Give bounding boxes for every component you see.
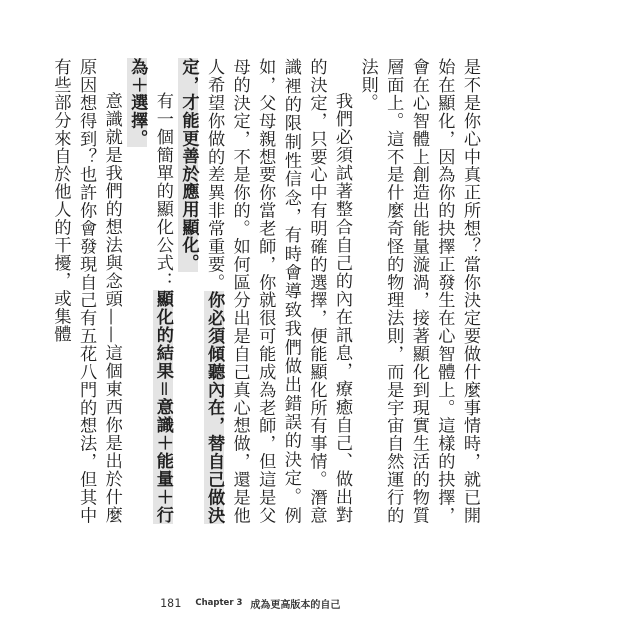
paragraph-2-emphasis: 你必須傾聽內在，替自己做決定，才能更善於應用顯化。: [178, 58, 225, 524]
manifestation-formula: 顯化的結果＝意識＋能量＋行為＋選擇。: [127, 58, 173, 524]
page-number: 181: [160, 596, 182, 610]
paragraph-1: [354, 58, 482, 524]
paragraph-4: [47, 58, 124, 524]
chapter-title: 成為更高版本的自己: [250, 599, 341, 611]
paragraph-1-text: 是不是你心中真正所想？當你決定要做什麼事情時，就已開始在顯化，因為你的抉擇正發生在心智體上。這樣的抉擇，會在心智體上創造出能量漩渦，接著顯化到現實生活的物質層面上。這不是什麼奇怪的物理法則，而是宇宙自然運行的法則。: [357, 58, 480, 524]
page-footer: [160, 592, 340, 614]
paragraph-4-text: 意識就是我們的想法與念頭——這個東西你是出於什麼原因想得到？也許你會發現自己有五花八門的想法，但其中有些部分來自於他人的干擾，或集體: [50, 58, 122, 524]
chapter-label: Chapter 3: [195, 598, 243, 608]
paragraph-3: [124, 58, 175, 524]
paragraph-2-text: 我們必須試著整合自己的內在訊息，療癒自己、做出對的決定，只要心中有明確的選擇，便能顯化所有事情。潛意識裡的限制性信念，有時會導致我們做出錯誤的決定。例如，父母親想要你當老師，你就很可能成為老師，但這是父母的決定，不是你的。如何區分出是自己真心想做，還是他人希望你做的差異非常重要。: [204, 58, 353, 524]
paragraph-3-text: 有一個簡單的顯化公式：: [152, 92, 173, 291]
paragraph-2: [175, 58, 354, 524]
body-text: [50, 58, 482, 524]
